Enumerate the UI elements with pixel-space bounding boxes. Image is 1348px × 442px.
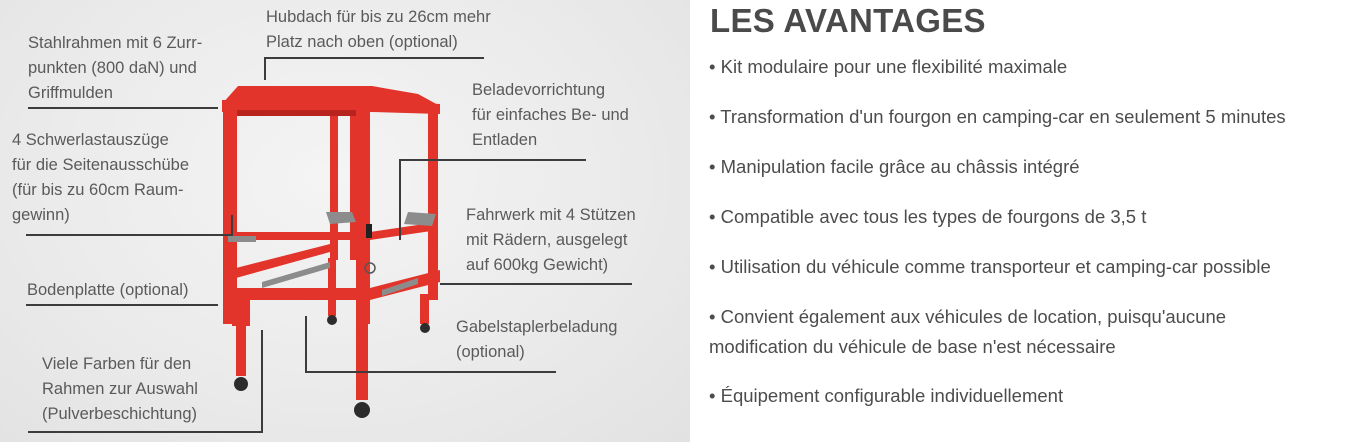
bracket-right	[404, 212, 436, 226]
wheels	[234, 315, 430, 418]
advantages-panel	[690, 0, 1348, 442]
advantage-item: • Équipement configurable individuellement	[709, 385, 1064, 406]
callout-steel-frame: Stahlrahmen mit 6 Zurr- punkten (800 daN) und Griffmulden	[28, 34, 203, 102]
wheel-icon	[354, 402, 370, 418]
callout-chassis: Fahrwerk mit 4 Stützen mit Rädern, ausgelegt auf 600kg Gewicht)	[466, 206, 636, 274]
callout-forklift-loading: Gabelstaplerbeladung (optional)	[456, 318, 618, 361]
leader-lifting-roof	[265, 58, 484, 80]
callout-heavy-extensions: 4 Schwerlastauszüge für die Seitenausschübe (für bis zu 60cm Raum- gewinn)	[12, 131, 190, 224]
leg-front-left	[236, 320, 246, 376]
frame-inner-shadow	[237, 110, 356, 116]
advantage-item: • Transformation d'un fourgon en camping-car en seulement 5 minutes	[709, 106, 1286, 127]
callout-colors: Viele Farben für den Rahmen zur Auswahl (Pulverbeschichtung)	[42, 355, 198, 423]
callout-loading-device: Beladevorrichtung für einfaches Be- und Entladen	[472, 81, 629, 149]
bracket-middle	[326, 212, 356, 224]
advantages-title: LES AVANTAGES	[710, 2, 986, 39]
callout-floor-plate: Bodenplatte (optional)	[27, 281, 189, 299]
advantage-item: • Convient également aux véhicules de location, puisqu'aucune modification du véhicule de base n'est nécessaire	[709, 306, 1227, 357]
wheel-icon	[234, 377, 248, 391]
leg-back-right	[420, 294, 429, 324]
callout-lifting-roof: Hubdach für bis zu 26cm mehr Platz nach oben (optional)	[266, 8, 491, 51]
wheel-icon	[420, 323, 430, 333]
advantage-item: • Compatible avec tous les types de fourgons de 3,5 t	[709, 206, 1147, 227]
camper-frame	[222, 86, 440, 400]
wheel-icon	[327, 315, 337, 325]
advantage-item: • Kit modulaire pour une flexibilité maximale	[709, 56, 1068, 77]
frame-post-back-far	[428, 104, 438, 300]
advantage-item: • Manipulation facile grâce au châssis intégré	[709, 156, 1080, 177]
latch-icon	[366, 224, 372, 238]
bracket-left	[228, 236, 256, 242]
advantage-item: • Utilisation du véhicule comme transporteur et camping-car possible	[709, 256, 1271, 277]
floor-rail	[236, 244, 330, 278]
leg-front-right	[356, 320, 368, 400]
